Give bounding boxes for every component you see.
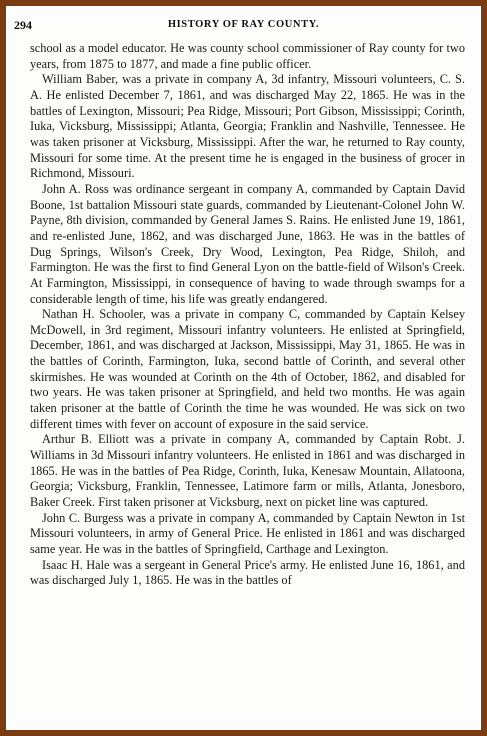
- paragraph-isaac-hale: Isaac H. Hale was a sergeant in General Price's army. He enlisted June 16, 1861, and was discharged July 1, 1865. He was in the battles of: [30, 557, 465, 588]
- running-title: HISTORY OF RAY COUNTY.: [167, 19, 320, 30]
- paragraph-nathan-schooler: Nathan H. Schooler, was a private in company C, commanded by Captain Kelsey McDowell, in 3rd regiment, Missouri infantry volunteers. He enlisted at Springfield, December, 1861, and was discharged at Jackson, Mississippi, May 31, 1865. He was in the battles of Corinth, Farmington, Iuka, second battle of Corinth, and several other skirmishes. He was wounded at Corinth on the 4th of October, 1862, and disabled for two years. He was taken prisoner at Springfield, and held two months. He was again taken prisoner at the battle of Corinth the time he was wounded. He was sick on two different times with fever on account of exposure in the said service.: [30, 307, 465, 431]
- paragraph-continuation: school as a model educator. He was county school commissioner of Ray county for two years, from 1875 to 1877, and made a fine public officer.: [30, 41, 465, 71]
- paragraph-john-ross: John A. Ross was ordinance sergeant in company A, commanded by Captain David Boone, 1st battalion Missouri state guards, commanded by Lieutenant-Colonel John W. Payne, 8th division, commanded by General James S. Rains. He enlisted June 19, 1861, and re-enlisted June, 1862, and was discharged June, 1863. He was in the battles of Dug Springs, Wilson's Creek, Dry Wood, Lexington, Pea Ridge, Shiloh, and Farmington. He was the first to find General Lyon on the battle-field of Wilson's Creek. At Farmington, Mississippi, in consequence of having to wade through swamps for a considerable length of time, his life was greatly endangered.: [30, 181, 465, 306]
- page-header: [14, 18, 473, 34]
- paragraph-arthur-elliott: Arthur B. Elliott was a private in company A, commanded by Captain Robt. J. Williams in 3d Missouri infantry volunteers. He enlisted in 1861 and was discharged in 1865. He was in the battles of Pea Ridge, Corinth, Iuka, Kenesaw Mountain, Allatoona, Georgia; Vicksburg, Franklin, Tennessee, Latimore farm or mills, Atlanta, Jonesboro, Baker Creek. First taken prisoner at Vicksburg, next on picket line was captured.: [30, 432, 465, 510]
- book-page: [6, 6, 481, 730]
- paragraph-william-baber: William Baber, was a private in company A, 3d infantry, Missouri volunteers, C. S. A. He enlisted December 7, 1861, and was discharged May 22, 1865. He was in the battles of Lexington, Missouri; Pea Ridge, Missouri; Port Gibson, Mississippi; Corinth, Iuka, Vicksburg, Mississippi; Atlanta, Georgia; Franklin and Nashville, Tennessee. He was taken prisoner at Vicksburg, Mississippi. After the war, he returned to Ray county, Missouri for some time. At the present time he is engaged in the business of grocer in Richmond, Missouri.: [30, 72, 465, 181]
- page-number: 294: [14, 18, 32, 32]
- page-body: [30, 41, 465, 589]
- paragraph-john-burgess: John C. Burgess was a private in company A, commanded by Captain Newton in 1st Missouri volunteers, in army of General Price. He enlisted in 1861 and was discharged same year. He was in the battles of Springfield, Carthage and Lexington.: [30, 510, 465, 556]
